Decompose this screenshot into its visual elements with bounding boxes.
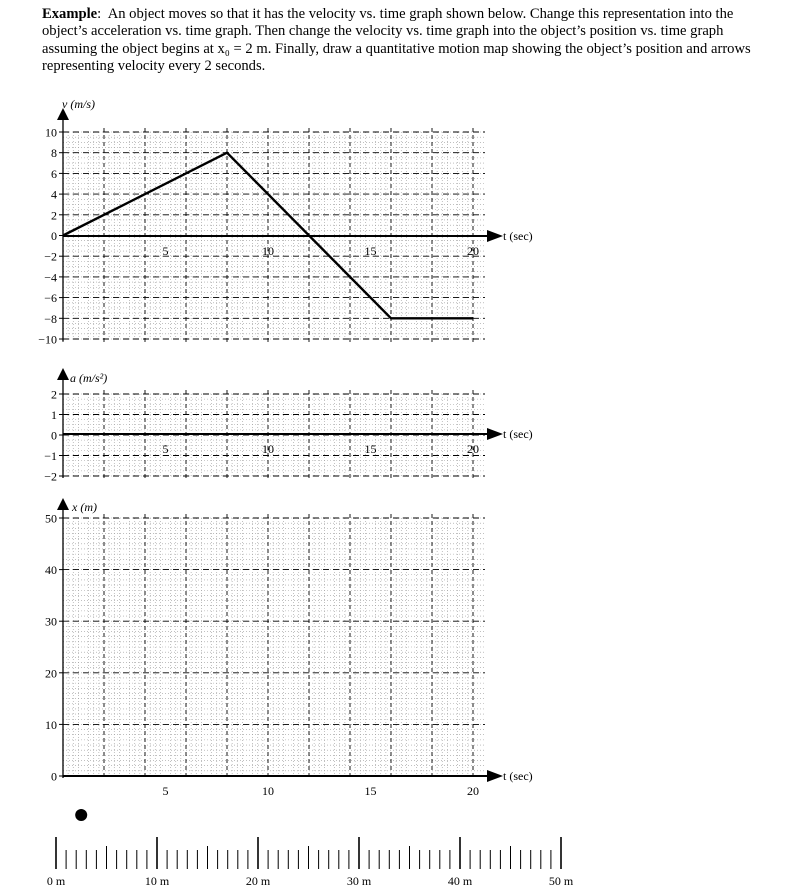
velocity-x-tick-label: 20: [467, 244, 479, 258]
problem-text: An object moves so that it has the velocity vs. time graph shown below. Change this representation into the object’s acceleration vs. time graph. Then change the velocity vs. time graph into the object’s position vs. time graph assuming the object begins at x₀ = 2 m. Finally, draw a quantitative motion map showing the object’s position and arrows representing velocity every 2 seconds.: [42, 6, 751, 75]
position-x-tick-label: 15: [364, 784, 377, 798]
position-x-tick-label: 20: [467, 784, 479, 798]
velocity-y-tick-label: 10: [45, 125, 57, 140]
position-y-tick-label: 10: [45, 717, 57, 732]
acceleration-y-axis-arrow: [57, 368, 69, 380]
velocity-y-tick-label: −10: [38, 332, 57, 347]
velocity-x-axis-arrow: [487, 230, 503, 242]
position-y-tick-label: 0: [51, 769, 57, 784]
motion-map: [47, 809, 574, 888]
position-x-tick-label: 10: [262, 784, 274, 798]
velocity-y-tick-label: 0: [51, 229, 57, 243]
position-x-axis-label: t (sec): [503, 769, 533, 783]
motion-map-label: 10 m: [144, 874, 170, 888]
velocity-y-tick-label: 6: [51, 166, 57, 181]
acceleration-x-axis-label: t (sec): [503, 427, 533, 441]
position-x-axis-arrow: [487, 770, 503, 782]
velocity-y-tick-label: −8: [44, 311, 57, 326]
motion-map-start-dot: [75, 809, 87, 821]
motion-map-label: 50 m: [548, 874, 574, 888]
motion-map-label: 40 m: [447, 874, 473, 888]
velocity-y-tick-label: 8: [51, 146, 57, 161]
position-x-tick-label: 5: [162, 784, 169, 798]
acceleration-x-tick-label: 15: [364, 442, 377, 456]
position-y-tick-label: 30: [45, 614, 57, 629]
acceleration-x-tick-label: 10: [262, 442, 274, 456]
velocity-y-tick-label: −4: [44, 270, 57, 285]
velocity-x-axis-label: t (sec): [503, 229, 533, 243]
acceleration-y-tick-label: −1: [44, 449, 57, 463]
problem-statement: Example: An object moves so that it has the velocity vs. time graph shown below. Change this representation into the object’s acceleration vs. time graph. Then change the velocity vs. time graph into the object’s position vs. time graph assuming the object begins at x₀ = 2 m. Finally, draw a quantitative motion map showing the object’s position and arrows representing velocity every 2 seconds.: [42, 6, 751, 75]
example-label: Example: [42, 6, 98, 22]
velocity-y-tick-label: 4: [51, 187, 57, 202]
position-y-axis-label: x (m): [72, 500, 97, 514]
velocity-chart: [38, 97, 532, 347]
acceleration-y-tick-label: 0: [51, 428, 57, 443]
acceleration-y-tick-label: 2: [51, 387, 57, 402]
position-y-tick-label: 40: [45, 563, 57, 578]
velocity-y-tick-label: −2: [44, 249, 57, 264]
velocity-y-tick-label: −6: [44, 291, 57, 306]
motion-map-label: 0 m: [46, 874, 66, 888]
acceleration-x-tick-label: 20: [467, 442, 479, 456]
acceleration-x-axis-arrow: [487, 428, 503, 440]
acceleration-x-tick-label: 5: [162, 442, 169, 456]
velocity-y-tick-label: 2: [51, 208, 57, 223]
velocity-x-tick-label: 15: [364, 244, 377, 258]
position-y-tick-label: 50: [45, 511, 57, 526]
motion-map-label: 20 m: [245, 874, 271, 888]
position-y-tick-label: 20: [45, 666, 57, 681]
acceleration-y-tick-label: 1: [51, 408, 57, 422]
position-y-axis-arrow: [57, 498, 69, 510]
acceleration-y-axis-label: a (m/s²): [70, 371, 108, 385]
acceleration-chart: [44, 368, 532, 484]
position-chart: [45, 498, 533, 798]
velocity-x-tick-label: 5: [162, 244, 169, 258]
motion-map-label: 30 m: [346, 874, 372, 888]
velocity-x-tick-label: 10: [262, 244, 274, 258]
velocity-y-axis-label: v (m/s): [62, 97, 95, 111]
acceleration-y-tick-label: −2: [44, 469, 57, 484]
